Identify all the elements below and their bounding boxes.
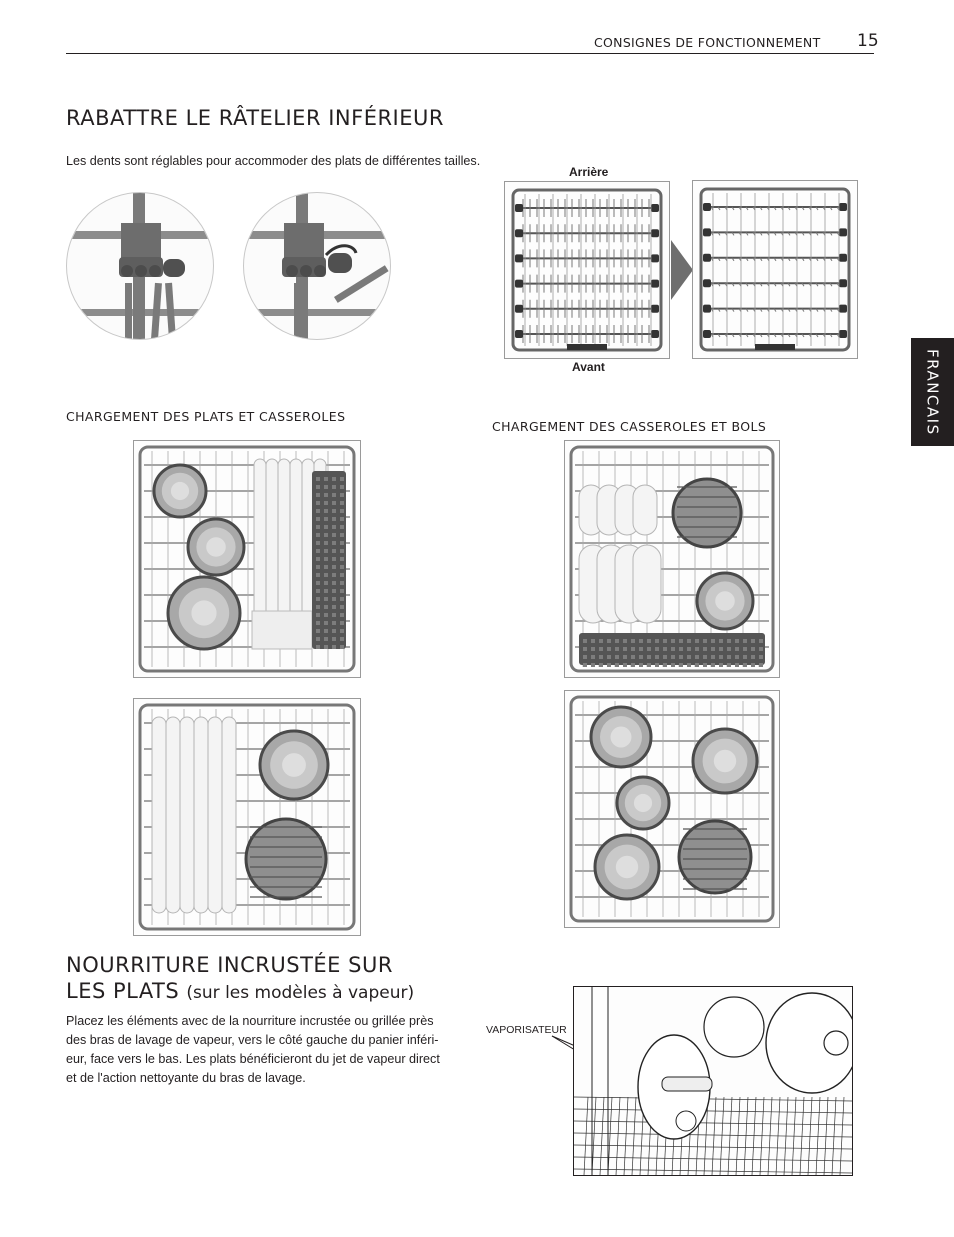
- rack-tines-up-photo: [504, 181, 670, 359]
- body-line: Placez les éléments avec de la nourriture incrustée ou grillée près: [66, 1014, 434, 1028]
- language-tab-label: FRANCAIS: [923, 348, 942, 436]
- section-title-line2: [66, 979, 414, 1003]
- arrow-right-icon: [671, 240, 693, 300]
- section-title-line1: NOURRITURE INCRUSTÉE SUR: [66, 953, 393, 977]
- page-number: 15: [857, 31, 879, 51]
- vaporizer-line-drawing: [573, 986, 853, 1176]
- section-body: [66, 1012, 466, 1088]
- rack-back-label: Arrière: [569, 165, 609, 179]
- vaporizer-label: VAPORISATEUR: [486, 1024, 567, 1036]
- tine-closeup-down-photo: [243, 192, 391, 340]
- loading-plates-pots-photo-2: [133, 698, 361, 936]
- loading-plates-pots-photo-1: [133, 440, 361, 678]
- loading-pots-bowls-photo-2: [564, 690, 780, 928]
- section-title-rack: RABATTRE LE RÂTELIER INFÉRIEUR: [66, 106, 444, 130]
- section-title-line2-main: LES PLATS: [66, 979, 180, 1003]
- body-line: et de l'action nettoyante du bras de lavage.: [66, 1071, 306, 1085]
- loading-plates-pots-heading: CHARGEMENT DES PLATS ET CASSEROLES: [66, 409, 346, 424]
- section-title-suffix: (sur les modèles à vapeur): [186, 983, 415, 1003]
- running-head: CONSIGNES DE FONCTIONNEMENT: [594, 35, 821, 50]
- loading-pots-bowls-heading: CHARGEMENT DES CASSEROLES ET BOLS: [492, 419, 767, 434]
- rack-front-label: Avant: [572, 360, 605, 374]
- body-line: des bras de lavage de vapeur, vers le côté gauche du panier inféri-: [66, 1033, 439, 1047]
- section-title-baked-on-food: [66, 953, 414, 1003]
- section-intro: Les dents sont réglables pour accommoder des plats de différentes tailles.: [66, 154, 481, 168]
- header-rule: [66, 53, 874, 54]
- body-line: eur, face vers le bas. Les plats bénéficieront du jet de vapeur direct: [66, 1052, 440, 1066]
- language-tab: [911, 338, 954, 446]
- loading-pots-bowls-photo-1: [564, 440, 780, 678]
- tine-closeup-up-photo: [66, 192, 214, 340]
- rack-tines-down-photo: [692, 180, 858, 359]
